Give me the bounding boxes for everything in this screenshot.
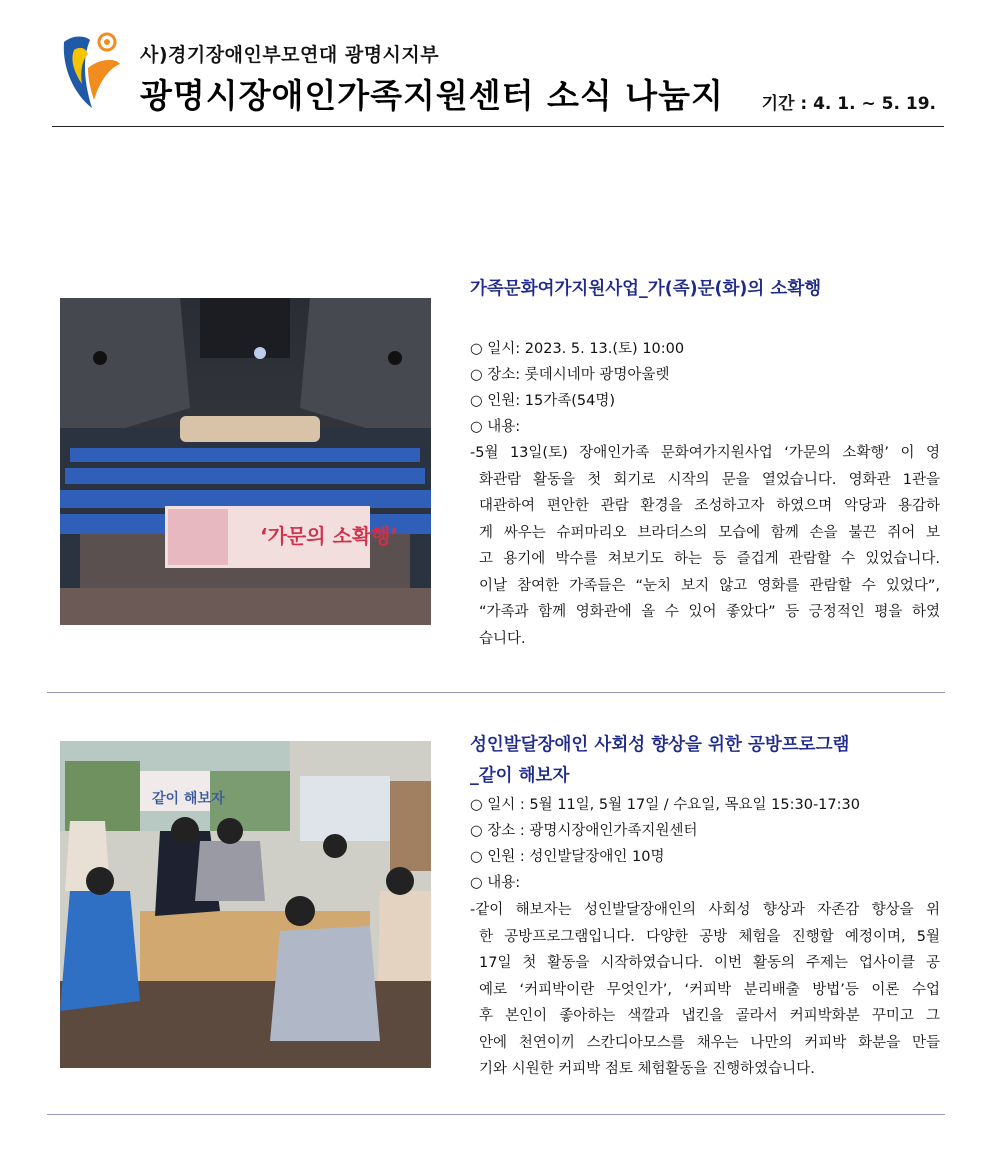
- article-2-title-line1: 성인발달장애인 사회성 향상을 위한 공방프로그램: [470, 735, 850, 755]
- body-line: 한 공방프로그램입니다. 다양한 공방 체험을 진행할 예정이며, 5월: [479, 928, 940, 945]
- info-content-label: ○ 내용:: [470, 875, 521, 891]
- newsletter-period: 기간 : 4. 1. ~ 5. 19.: [761, 94, 936, 114]
- info-date: ○ 일시 : 5월 11일, 5월 17일 / 수요일, 목요일 15:30-17:30: [470, 797, 860, 813]
- body-line: -5월 13일(토) 장애인가족 문화여가지원사업 ‘가문의 소확행’ 이 영: [470, 445, 940, 461]
- body-line: 예로 ‘커피박이란 무엇인가’, ‘커피박 분리배출 방법’등 이론 수업: [479, 981, 940, 998]
- info-date: ○ 일시: 2023. 5. 13.(토) 10:00: [470, 341, 685, 357]
- article-1-info: [470, 336, 684, 440]
- header-divider: [52, 126, 944, 127]
- body-line: 17일 첫 활동을 시작하였습니다. 이번 활동의 주제는 업사이클 공: [479, 955, 940, 971]
- organization-name: 사)경기장애인부모연대 광명시지부: [140, 44, 440, 66]
- body-line: 고 용기에 박수를 쳐보기도 하는 등 즐겁게 관람할 수 있었습니다.: [479, 551, 940, 567]
- article-2-body: [470, 897, 940, 1083]
- body-line: 기와 시원한 커피박 점토 체험활동을 진행하였습니다.: [479, 1061, 815, 1077]
- newsletter-title: 광명시장애인가족지원센터 소식 나눔지: [140, 76, 724, 115]
- section-divider: [47, 1114, 945, 1115]
- body-line: 안에 천연이끼 스칸디아모스를 채우는 나만의 커피박 화분을 만들: [479, 1034, 940, 1051]
- article-1-title: 가족문화여가지원사업_가(족)문(화)의 소확행: [470, 279, 822, 299]
- body-line: 습니다.: [479, 630, 526, 647]
- body-line: “가족과 함께 영화관에 올 수 있어 좋았다” 등 긍정적인 평을 하였: [479, 604, 940, 620]
- body-line: 대관하여 편안한 관람 환경을 조성하고자 하였으며 악당과 용감하: [479, 498, 940, 514]
- info-place: ○ 장소: 롯데시네마 광명아울렛: [470, 367, 670, 383]
- info-place: ○ 장소 : 광명시장애인가족지원센터: [470, 823, 698, 839]
- article-1-body: [470, 440, 940, 652]
- body-line: 게 싸우는 슈퍼마리오 브라더스의 모습에 함께 손을 불끈 쥐어 보: [479, 524, 940, 541]
- body-line: -같이 해보자는 성인발달장애인의 사회성 향상과 자존감 향상을 위: [470, 902, 940, 918]
- photo-banner-text: 같이 해보자: [152, 791, 225, 807]
- photo-banner-text: ‘가문의 소확행’: [260, 524, 399, 548]
- article-2-title-line2: _같이 해보자: [470, 766, 570, 786]
- body-line: 화관람 활동을 첫 회기로 시작의 문을 열었습니다. 영화관 1관을: [479, 471, 940, 488]
- section-divider: [47, 692, 945, 693]
- body-line: 이날 참여한 가족들은 “눈치 보지 않고 영화를 관람할 수 있었다”,: [479, 577, 940, 594]
- info-participants: ○ 인원: 15가족(54명): [470, 393, 616, 409]
- info-content-label: ○ 내용:: [470, 419, 521, 435]
- info-participants: ○ 인원 : 성인발달장애인 10명: [470, 849, 665, 865]
- workshop-photo: [60, 741, 431, 1068]
- organization-logo: [60, 28, 120, 112]
- article-2-info: [470, 792, 860, 896]
- cinema-event-photo: [60, 298, 431, 625]
- body-line: 후 본인이 좋아하는 색깔과 냅킨을 골라서 커피박화분 꾸미고 그: [479, 1008, 940, 1024]
